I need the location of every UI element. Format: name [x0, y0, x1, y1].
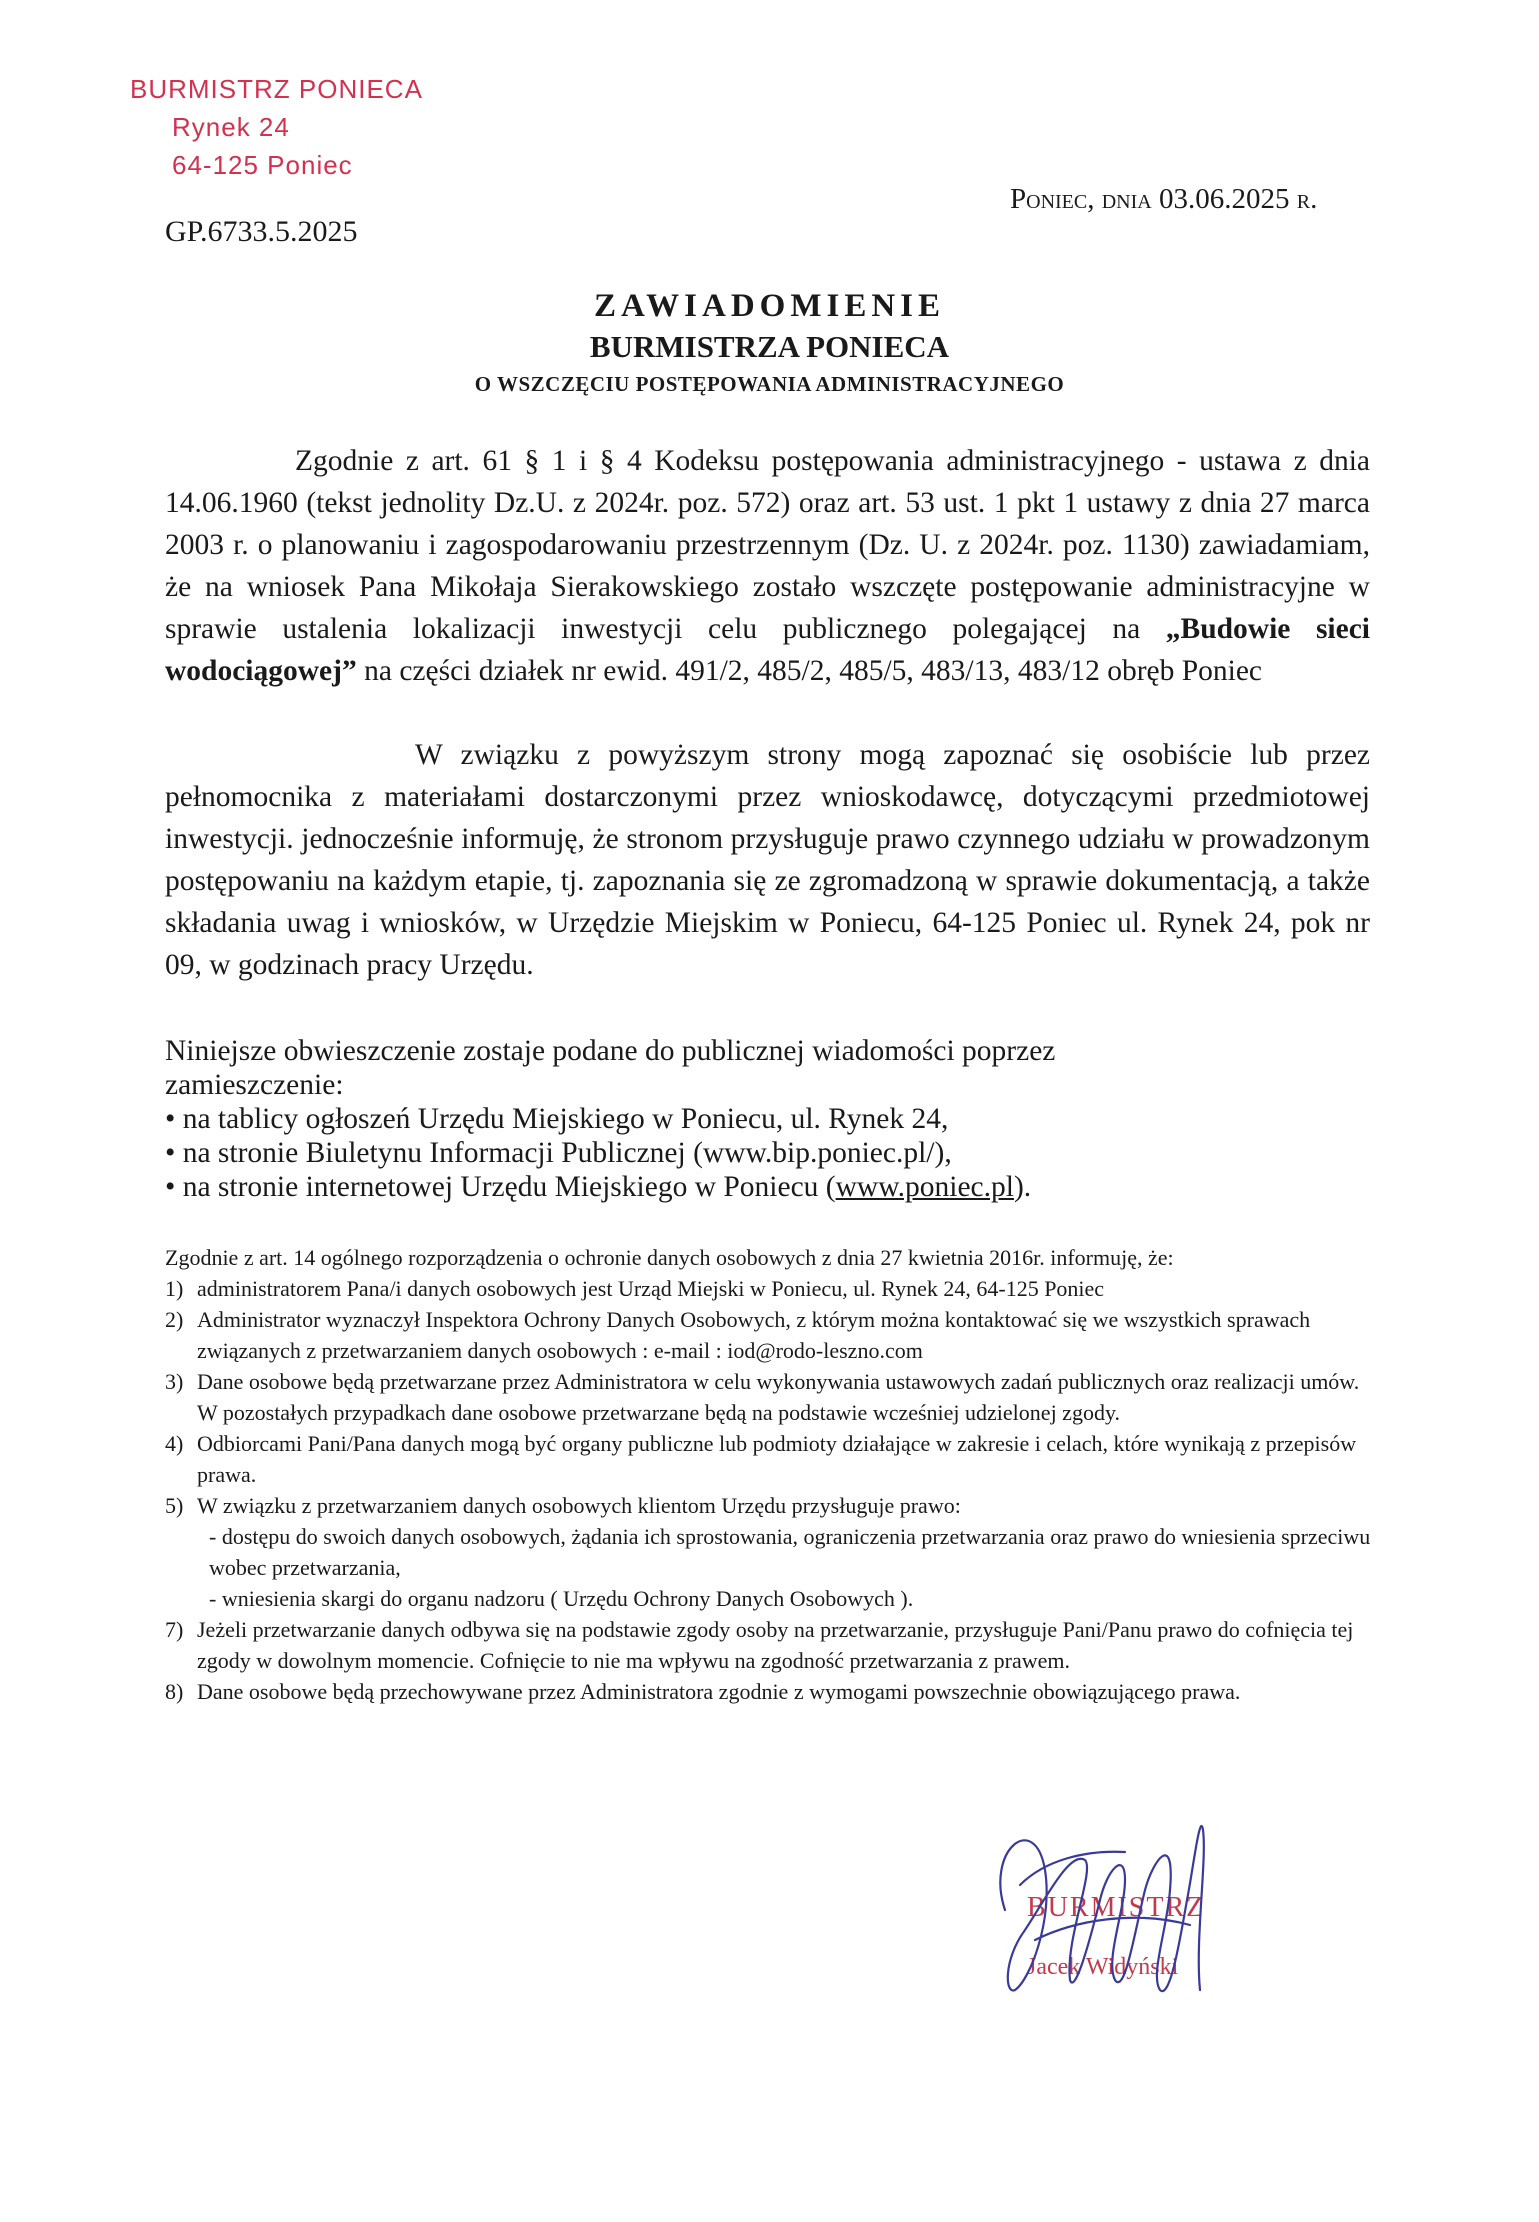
gdpr-item-number: 8)	[165, 1679, 184, 1704]
publication-item-website	[165, 1170, 1370, 1204]
gdpr-item-text: W związku z przetwarzaniem danych osobowych klientom Urzędu przysługuje prawo:	[197, 1493, 961, 1518]
date-prefix: Poniec, dnia	[1010, 183, 1152, 215]
publication-item-board: • na tablicy ogłoszeń Urzędu Miejskiego w Poniecu, ul. Rynek 24,	[165, 1103, 949, 1135]
date-suffix: r.	[1296, 183, 1318, 215]
office-stamp	[130, 70, 423, 184]
stamp-line-1: BURMISTRZ PONIECA	[130, 74, 423, 104]
doc-title: ZAWIADOMIENIE	[593, 288, 946, 324]
gdpr-item	[165, 1366, 1375, 1428]
gdpr-subitem	[165, 1521, 1375, 1583]
investment-name: „Budowie sieci wodociągowej”	[165, 613, 1370, 687]
case-number: GP.6733.5.2025	[165, 215, 358, 248]
gdpr-item	[165, 1614, 1375, 1676]
publication-section	[165, 1034, 1370, 1204]
stamp-line-3: 64-125 Poniec	[172, 150, 353, 180]
gdpr-item	[165, 1428, 1375, 1490]
stamp-line-2: Rynek 24	[172, 112, 290, 142]
paragraph-legal-basis	[165, 440, 1370, 692]
gdpr-item-number	[165, 1583, 197, 1614]
gdpr-item-number: 2)	[165, 1307, 184, 1332]
gdpr-item-number: 4)	[165, 1431, 184, 1456]
website-item-text: • na stronie internetowej Urzędu Miejskiego w Poniecu (	[165, 1171, 836, 1203]
gdpr-item-text: Dane osobowe będą przechowywane przez Administratora zgodnie z wymogami powszechnie obowiązującego prawa.	[197, 1679, 1241, 1704]
signature-stamp-title: BURMISTRZ	[1027, 1892, 1206, 1923]
gdpr-item-text: Administrator wyznaczył Inspektora Ochrony Danych Osobowych, z którym można kontaktować się we wszystkich sprawach związanych z przetwarzaniem danych osobowych : e-mail : iod@rodo-leszno.com	[197, 1307, 1311, 1363]
gdpr-item-number: 7)	[165, 1617, 184, 1642]
gdpr-item	[165, 1304, 1375, 1366]
gdpr-item-text: Odbiorcami Pani/Pana danych mogą być organy publiczne lub podmioty działające w zakresie i celach, które wynikają z przepisów prawa.	[197, 1431, 1357, 1487]
date-line	[1010, 183, 1317, 216]
website-link[interactable]: www.poniec.pl	[835, 1171, 1014, 1203]
paragraph-2-text: W związku z powyższym strony mogą zapoznać się osobiście lub przez pełnomocnika z materiałami dostarczonymi przez wnioskodawcę, dotyczącymi przedmiotowej inwestycji. jednocześnie informuję, że stronom przysługuje prawo czynnego udziału w prowadzonym postępowaniu na każdym etapie, tj. zapoznania się ze zgromadzoną w sprawie dokumentacją, a także składania uwag i wniosków, w Urzędzie Miejskim w Poniecu, 64-125 Poniec ul. Rynek 24, pok nr 09, w godzinach pracy Urzędu.	[165, 739, 1370, 981]
paragraph-1-text: Zgodnie z art. 61 § 1 i § 4 Kodeksu postępowania administracyjnego - ustawa z dnia 14.06.1960 (tekst jednolity Dz.U. z 2024r. poz. 572) oraz art. 53 ust. 1 pkt 1 ustawy z dnia 27 marca 2003 r. o planowaniu i zagospodarowaniu przestrzennym (Dz. U. z 2024r. poz. 1130) zawiadamiam, że na wniosek Pana Mikołaja Sierakowskiego zostało wszczęte postępowanie administracyjne w sprawie ustalenia lokalizacji inwestycji celu publicznego polegającej na	[165, 445, 1370, 645]
publication-item-bip: • na stronie Biuletynu Informacji Publicznej (www.bip.poniec.pl/),	[165, 1137, 952, 1169]
gdpr-clause	[165, 1242, 1375, 1707]
gdpr-item	[165, 1676, 1375, 1707]
publication-intro-1: Niniejsze obwieszczenie zostaje podane do publicznej wiadomości poprzez	[165, 1035, 1056, 1067]
gdpr-item-text: - dostępu do swoich danych osobowych, żądania ich sprostowania, ograniczenia przetwarzania oraz prawo do wniesienia sprzeciwu wobec przetwarzania,	[209, 1524, 1371, 1580]
gdpr-item-number: 1)	[165, 1276, 184, 1301]
gdpr-item-text: administratorem Pana/i danych osobowych jest Urząd Miejski w Poniecu, ul. Rynek 24, 64-125 Poniec	[197, 1276, 1105, 1301]
publication-intro-2: zamieszczenie:	[165, 1069, 344, 1101]
gdpr-item-text: Dane osobowe będą przetwarzane przez Administratora w celu wykonywania ustawowych zadań publicznych oraz realizacji umów. W pozostałych przypadkach dane osobowe przetwarzane będą na podstawie wcześniej udzielonej zgody.	[197, 1369, 1360, 1425]
paragraph-1-parcels: na części działek nr ewid. 491/2, 485/2, 485/5, 483/13, 483/12 obręb Poniec	[364, 655, 1263, 687]
gdpr-item-number: 3)	[165, 1369, 184, 1394]
gdpr-item	[165, 1490, 1375, 1521]
gdpr-item-text: - wniesienia skargi do organu nadzoru ( Urzędu Ochrony Danych Osobowych ).	[209, 1586, 914, 1611]
gdpr-intro: Zgodnie z art. 14 ogólnego rozporządzenia o ochronie danych osobowych z dnia 27 kwietnia 2016r. informuję, że:	[165, 1245, 1174, 1270]
signature-stamp-name: Jacek Widyński	[1027, 1954, 1179, 1980]
gdpr-item	[165, 1273, 1375, 1304]
doc-title-issuer: BURMISTRZA PONIECA	[589, 329, 950, 364]
doc-subtitle: O WSZCZĘCIU POSTĘPOWANIA ADMINISTRACYJNEGO	[474, 372, 1065, 396]
handwritten-signature	[975, 1790, 1225, 2020]
website-item-end: ).	[1013, 1171, 1032, 1203]
gdpr-item-number: 5)	[165, 1493, 184, 1518]
gdpr-item-number	[165, 1521, 197, 1583]
gdpr-item-text: Jeżeli przetwarzanie danych odbywa się na podstawie zgody osoby na przetwarzanie, przysługuje Pani/Panu prawo do cofnięcia tej zgody w dowolnym momencie. Cofnięcie to nie ma wpływu na zgodność przetwarzania z prawem.	[197, 1617, 1354, 1673]
paragraph-rights	[165, 734, 1370, 986]
gdpr-subitem	[165, 1583, 1375, 1614]
date-value: 03.06.2025	[1158, 183, 1290, 215]
